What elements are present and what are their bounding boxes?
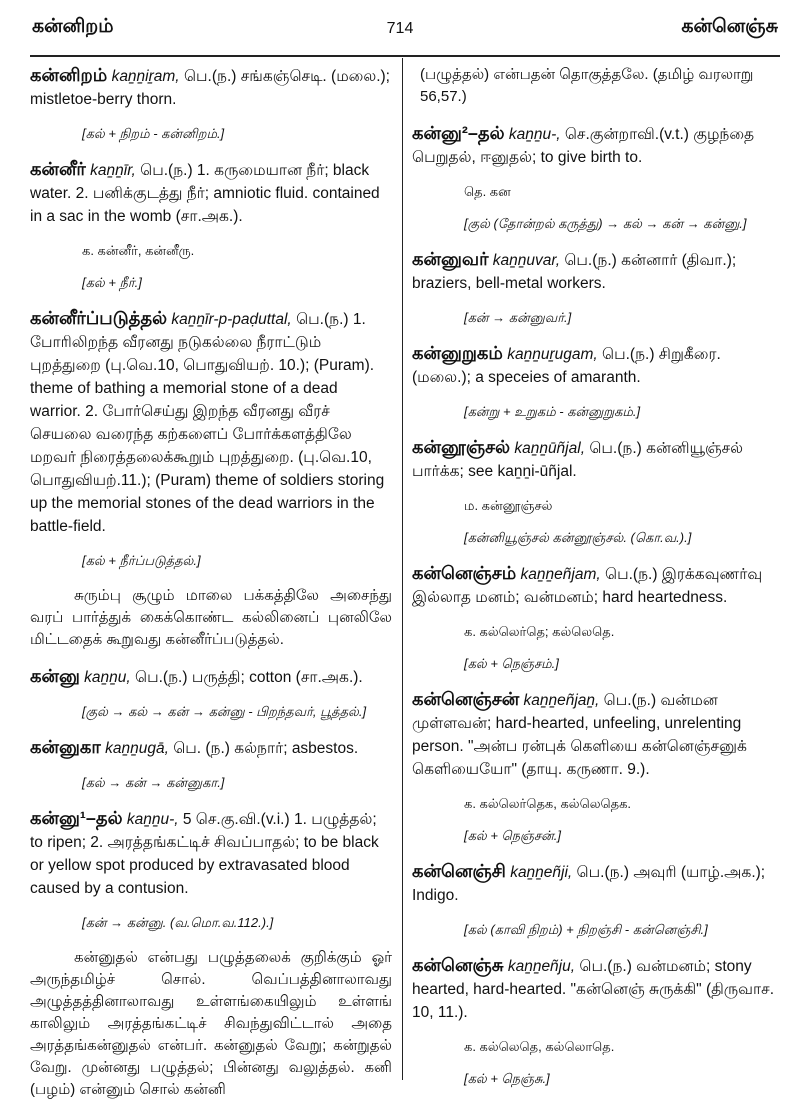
transliteration: kaṉṉugā, — [105, 740, 169, 757]
cognate: தெ. கன — [464, 184, 511, 199]
transliteration: kaṉṉeñjaṉ, — [523, 692, 600, 709]
etymology: [கல் (காவி நிறம்) + நிறஞ்சி - கன்னெஞ்சி.] — [464, 922, 708, 937]
transliteration: kaṉṉūñjal, — [514, 440, 585, 457]
explanatory-note: சுரும்பு சூழும் மாலை பக்கத்திலே அசைந்து வரப் பார்த்துக் கைக்கொண்ட கல்லினைப் புனலிலே மிட்டதைக் கூறுவது கன்னீர்ப்படுத்தல். — [30, 587, 392, 648]
headword: கன்னுகா — [30, 737, 101, 757]
definition: பெ.(ந.) அவுரி (யாழ்.அக.); Indigo. — [412, 864, 766, 904]
column-divider — [402, 58, 403, 1080]
cognate: க. கல்லெதெ, கல்லொதெ. — [464, 1039, 615, 1054]
definition: பெ.(ந.) வன்மன முள்ளவன்; hard-hearted, unfeeling, unrelenting person. "அன்ப ரன்புக் கெளியை கன்னெஞ்சனுக் கெளியையோ" (தாயு. கருணா. 9.). — [412, 692, 747, 778]
definition: பெ.(ந.) 1. கருமையான நீர்; black water. 2. பனிக்குடத்து நீர்; amniotic fluid. contained in a sac in the womb (சா.அக.). — [30, 162, 380, 225]
headword: கன்னுறுகம் — [412, 343, 503, 363]
etymology: [கன்னியூஞ்சல் கன்னூஞ்சல். (கொ.வ.).] — [464, 530, 692, 545]
etymology: [குல் → கல் → கன் → கன்னு - பிறந்தவர், பூத்தல்.] — [82, 704, 367, 719]
entry — [30, 736, 392, 760]
right-column — [412, 64, 784, 1103]
transliteration: kaṉṉu-, — [508, 126, 561, 143]
header-left-guide-word: கன்னிறம் — [32, 16, 114, 37]
definition: பெ.(ந.) கன்னியூஞ்சல் பார்க்க; see kaṉṉi-ūñjal. — [412, 440, 744, 480]
headword: கன்னு — [30, 666, 80, 686]
transliteration: kaṉṉuṟugam, — [507, 346, 598, 363]
etymology: [கல் + நெஞ்சன்.] — [464, 828, 561, 843]
entry — [30, 158, 392, 228]
transliteration: kaṉṉu, — [84, 669, 131, 686]
header-rule — [30, 55, 780, 57]
entry — [412, 436, 784, 483]
definition: செ.குன்றாவி.(v.t.) குழந்தை பெறுதல், ஈனுதல்; to give birth to. — [412, 126, 755, 166]
etymology: [கல் + நீர்ப்படுத்தல்.] — [82, 553, 201, 568]
etymology: [கல் + நீர்.] — [82, 275, 142, 290]
definition: பெ. (ந.) கல்நார்; asbestos. — [173, 740, 359, 757]
etymology: [குல் (தோன்றல் கருத்து) → கல் → கன் → கன்னு.] — [464, 216, 747, 231]
cognate: ம. கன்னூஞ்சல் — [464, 498, 553, 513]
etymology: [கன்று + உறுகம் - கன்னுறுகம்.] — [464, 404, 641, 419]
definition: பெ.(ந.) பருத்தி; cotton (சா.அக.). — [135, 669, 363, 686]
headword: கன்னெஞ்சி — [412, 861, 506, 881]
transliteration: kaṉṉīr-p-paḍuttal, — [171, 311, 292, 328]
entry — [30, 665, 392, 689]
cognate: க. கல்லெர்தெ; கல்லெதெ. — [464, 624, 615, 639]
etymology: [கல் + நெஞ்சு.] — [464, 1071, 550, 1086]
definition: பெ.(ந.) வன்மனம்; stony hearted, hard-hearted. "கன்னெஞ் சுருக்கி" (திருவாச. 10, 11.). — [412, 958, 774, 1021]
definition: பெ.(ந.) சங்கஞ்செடி. (மலை.); mistletoe-berry thorn. — [30, 68, 390, 108]
transliteration: kaṉṉuvar, — [492, 252, 561, 269]
headword: கன்னுவர் — [412, 249, 489, 269]
transliteration: kaṉṉu-, — [126, 811, 179, 828]
etymology: [கல் + நெஞ்சம்.] — [464, 656, 559, 671]
definition: பெ.(ந.) சிறுகீரை. (மலை.); a speceies of amaranth. — [412, 346, 721, 386]
headword: கன்னெஞ்சம் — [412, 563, 517, 583]
headword: கன்னீர் — [30, 159, 86, 179]
entry — [412, 342, 784, 389]
headword: கன்னெஞ்சன் — [412, 689, 520, 709]
headword: கன்னீர்ப்படுத்தல் — [30, 308, 168, 328]
definition: பெ.(ந.) 1. போரிலிறந்த வீரனது நடுகல்லை நீராட்டும் புறத்துறை (பு.வெ.10, பொதுவியற். 10.); (Puram). theme of bathing a memorial stone of a dead warrior. 2. போர்செய்து இறந்த வீரனது வீரச் செயலை வரைந்த கற்களைப் போர்க்களத்திலே மறவர் நிரைத்தலைக்கூறும் புறத்துறை. (பு.வெ.10, பொதுவியற்.11.); (Puram) theme of soldiers storing up the memorial stones of the dead warriors in the battle-field. — [30, 311, 385, 535]
definition: பெ.(ந.) இரக்கவுணர்வு இல்லாத மனம்; வன்மனம்; hard heartedness. — [412, 566, 763, 606]
transliteration: kaṉṉiṟam, — [111, 68, 180, 85]
continued-text: (பழுத்தல்) என்பதன் தொகுத்தலே. (தமிழ் வரலாறு 56,57.) — [420, 66, 754, 105]
cognate: க. கன்னீர், கன்னீரு. — [82, 243, 195, 258]
entry — [30, 64, 392, 111]
etymology: [கல் + நிறம் - கன்னிறம்.] — [82, 126, 225, 141]
entry — [30, 307, 392, 538]
transliteration: kaṉṉeñji, — [510, 864, 573, 881]
headword: கன்னு¹–தல் — [30, 808, 123, 828]
headword: கன்னு²–தல் — [412, 123, 505, 143]
transliteration: kaṉṉeñju, — [507, 958, 576, 975]
entry — [30, 807, 392, 900]
entry — [412, 562, 784, 609]
etymology: [கன் → கன்னுவர்.] — [464, 310, 572, 325]
entry — [412, 688, 784, 781]
entry — [412, 122, 784, 169]
cognate: க. கல்லெர்தெக, கல்லெதெக. — [464, 796, 632, 811]
definition: பெ.(ந.) கன்னார் (திவா.); braziers, bell-metal workers. — [412, 252, 737, 292]
transliteration: kaṉṉeñjam, — [520, 566, 601, 583]
etymology: [கன் → கன்னு. (வ.மொ.வ.112.).] — [82, 915, 274, 930]
entry — [412, 860, 784, 907]
headword: கன்னூஞ்சல் — [412, 437, 511, 457]
header-right-guide-word: கன்னெஞ்சு — [681, 16, 778, 37]
entry — [412, 954, 784, 1024]
transliteration: kaṉṉīr, — [90, 162, 136, 179]
explanatory-note: கன்னுதல் என்பது பழுத்தலைக் குறிக்கும் ஓர் அருந்தமிழ்ச் சொல். வெப்பத்தினாலாவது அழுத்தத்தினாலாவது உள்ளங்கையிலும் உள்ளங் காலிலும் அரத்தங்கட்டிச் சிவந்துவிட்டால் அதை அரத்தங்கன்னுதல் என்பர். கன்னுதல் வேறு; கன்றுதல் வேறு. முன்னது பழுத்தல்; பின்னது வலுத்தல். கனி (பழம்) என்னும் சொல் கன்னி — [30, 949, 392, 1098]
left-column — [30, 64, 392, 1115]
headword: கன்னெஞ்சு — [412, 955, 504, 975]
entry — [412, 248, 784, 295]
definition: 5 செ.கு.வி.(v.i.) 1. பழுத்தல்; to ripen; 2. அரத்தங்கட்டிச் சிவப்பாதல்; to be black or yellow spot produced by extravasated blood caused by a contusion. — [30, 811, 379, 897]
page-number: 714 — [386, 20, 414, 37]
etymology: [கல் → கன் → கன்னுகா.] — [82, 775, 225, 790]
headword: கன்னிறம் — [30, 65, 108, 85]
